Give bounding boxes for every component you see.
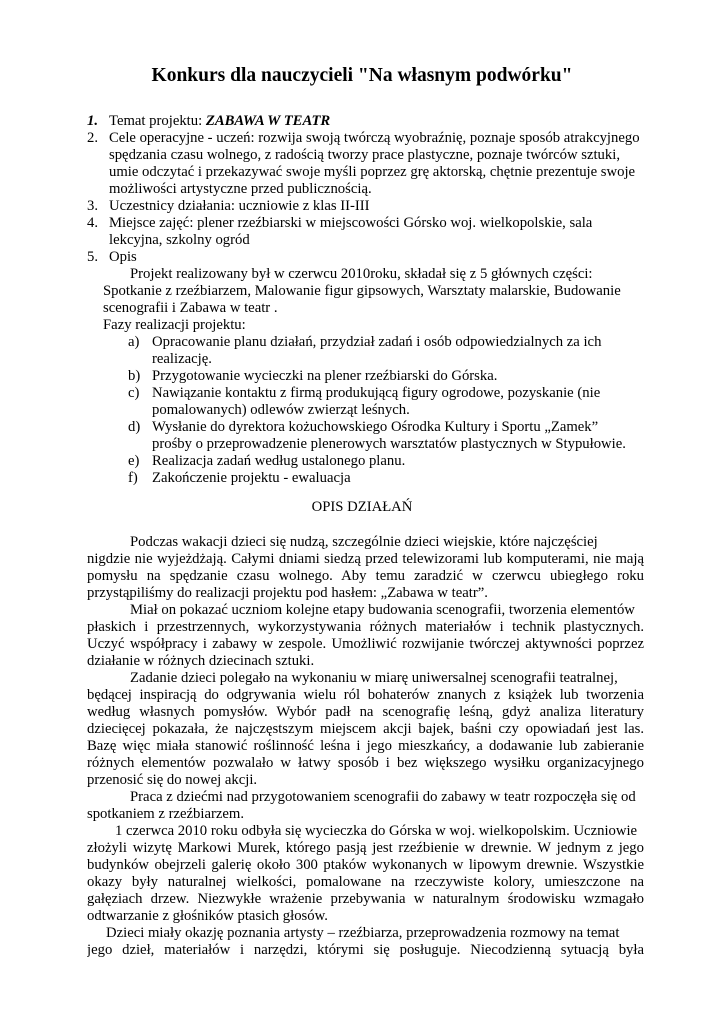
list-item-2-line: Cele operacyjne - uczeń: rozwija swoją twórczą wyobraźnię, poznaje sposób atrakcyjnego xyxy=(109,130,640,146)
body-line: odtwarzanie z głośników ptasich głosów. xyxy=(87,908,328,924)
opis-line: Spotkanie z rzeźbiarzem, Malowanie figur gipsowych, Warsztaty malarskie, Budowanie xyxy=(103,283,621,299)
body-line: Miał on pokazać uczniom kolejne etapy budowania scenografii, tworzenia elementów xyxy=(130,602,635,618)
body-line: Bazę więc miała stanowić roślinność leśna i jego mieszkańcy, a dodawanie lub zabieranie xyxy=(87,738,644,754)
phase-letter: a) xyxy=(128,334,140,350)
list-number-1: 1. xyxy=(87,113,99,129)
phase-letter: c) xyxy=(128,385,140,401)
phase-line: Wysłanie do dyrektora kożuchowskiego Ośrodka Kultury i Sportu „Zamek” xyxy=(152,419,599,435)
body-line: 1 czerwca 2010 roku odbyła się wycieczka do Górska w woj. wielkopolskim. Uczniowie xyxy=(115,823,638,839)
body-line: okazy były naturalnej wielkości, pomalowane na rzeczywiste kolory, umieszczone na xyxy=(87,874,644,890)
phase-letter: e) xyxy=(128,453,140,469)
body-line: gałęziach drzew. Niezwykłe wrażenie przebywania w naturalnym środowisku wzmagało xyxy=(87,891,644,907)
list-item-2-line: umie odczytać i przekazywać swoje myśli poprzez grę aktorską, chętnie prezentuje swoje xyxy=(109,164,636,180)
list-number-5: 5. xyxy=(87,249,99,265)
list-item-2-line: spędzania czasu wolnego, z radością tworzy prace plastyczne, poznaje twórców sztuki, xyxy=(109,147,620,163)
body-line: przenosić się do nowej akcji. xyxy=(87,772,258,788)
list-number-3: 3. xyxy=(87,198,99,214)
phase-line: Zakończenie projektu - ewaluacja xyxy=(152,470,351,486)
phase-line: realizację. xyxy=(152,351,212,367)
list-item-1 xyxy=(109,113,330,130)
phase-line: Opracowanie planu działań, przydział zadań i osób odpowiedzialnych za ich xyxy=(152,334,602,350)
opis-line: Fazy realizacji projektu: xyxy=(103,317,246,333)
phase-letter: f) xyxy=(128,470,138,486)
body-line: według własnych pomysłów. Wybór padł na scenografię leśną, gdyż analiza literatury xyxy=(87,704,644,720)
phase-line: Realizacja zadań według ustalonego planu. xyxy=(152,453,406,469)
body-line: płaskich i przestrzennych, wykorzystywania różnych materiałów i technik plastycznych. xyxy=(87,619,644,635)
list-item-2-line: możliwości artystyczne przed publicznością. xyxy=(109,181,372,197)
list-number-4: 4. xyxy=(87,215,99,231)
phase-line: Nawiązanie kontaktu z firmą produkującą figury ogrodowe, pozyskanie (nie xyxy=(152,385,601,401)
body-line: nigdzie nie wyjeżdżają. Całymi dniami siedzą przed telewizorami lub komputerami, nie mają xyxy=(87,551,644,567)
body-line: Dzieci miały okazję poznania artysty – rzeźbiarza, przeprowadzenia rozmowy na temat xyxy=(106,925,620,941)
list-number-2: 2. xyxy=(87,130,99,146)
topic-value: ZABAWA W TEATR xyxy=(205,113,331,129)
body-line: dziecięcej pokazała, że najczęstszym miejscem akcji bajek, baśni czy opowiadań jest las. xyxy=(87,721,644,737)
opis-line: scenografii i Zabawa w teatr . xyxy=(103,300,278,316)
phase-line: pomalowanych) odlewów zwierząt leśnych. xyxy=(152,402,410,418)
body-line: Podczas wakacji dzieci się nudzą, szczególnie dzieci wiejskie, które najczęściej xyxy=(130,534,598,550)
body-line: Zadanie dzieci polegało na wykonaniu w miarę uniwersalnej scenografii teatralnej, xyxy=(130,670,618,686)
body-line: działanie w różnych dziecinach sztuki. xyxy=(87,653,315,669)
body-line: złożyli wizytę Markowi Murek, którego pasją jest rzeźbienie w drewnie. W jednym z jego xyxy=(87,840,644,856)
body-line: Uczyć współpracy i zabawy w zespole. Umożliwić rozwijanie twórczej aktywności poprzez xyxy=(87,636,644,652)
list-item-4-line: Miejsce zajęć: plener rzeźbiarski w miejscowości Górsko woj. wielkopolskie, sala xyxy=(109,215,593,231)
body-line: różnych elementów pozwalało w łatwy sposób i bez większego wysiłku organizacyjnego xyxy=(87,755,644,771)
body-line: spotkaniem z rzeźbiarzem. xyxy=(87,806,244,822)
list-item-4-line: lekcyjna, szkolny ogród xyxy=(109,232,250,248)
list-item-3: Uczestnicy działania: uczniowie z klas II-III xyxy=(109,198,370,214)
body-line: Praca z dziećmi nad przygotowaniem scenografii do zabawy w teatr rozpoczęła się od xyxy=(130,789,636,805)
list-item-5: Opis xyxy=(109,249,137,265)
opis-line: Projekt realizowany był w czerwcu 2010roku, składał się z 5 głównych części: xyxy=(130,266,593,282)
phase-line: prośby o przeprowadzenie plenerowych warsztatów plastycznych w Stypułowie. xyxy=(152,436,626,452)
body-line: przystąpiliśmy do realizacji projektu pod hasłem: „Zabawa w teatr”. xyxy=(87,585,488,601)
topic-label: Temat projektu: xyxy=(109,113,206,129)
section-heading: OPIS DZIAŁAŃ xyxy=(311,499,413,515)
document-title: Konkurs dla nauczycieli "Na własnym podwórku" xyxy=(151,65,573,86)
phase-line: Przygotowanie wycieczki na plener rzeźbiarski do Górska. xyxy=(152,368,498,384)
phase-letter: b) xyxy=(128,368,141,384)
body-line: jego dzieł, materiałów i narzędzi, którymi się posługuje. Niecodzienną sytuacją była xyxy=(87,942,644,958)
body-line: będącej inspiracją do odgrywania wielu ról bohaterów znanych z książek lub tworzenia xyxy=(87,687,644,703)
body-line: budynków obejrzeli galerię około 300 ptaków wykonanych w lipowym drewnie. Wszystkie xyxy=(87,857,644,873)
body-line: pomysłu na spędzanie czasu wolnego. Aby temu zaradzić w czerwcu ubiegłego roku xyxy=(87,568,644,584)
phase-letter: d) xyxy=(128,419,141,435)
